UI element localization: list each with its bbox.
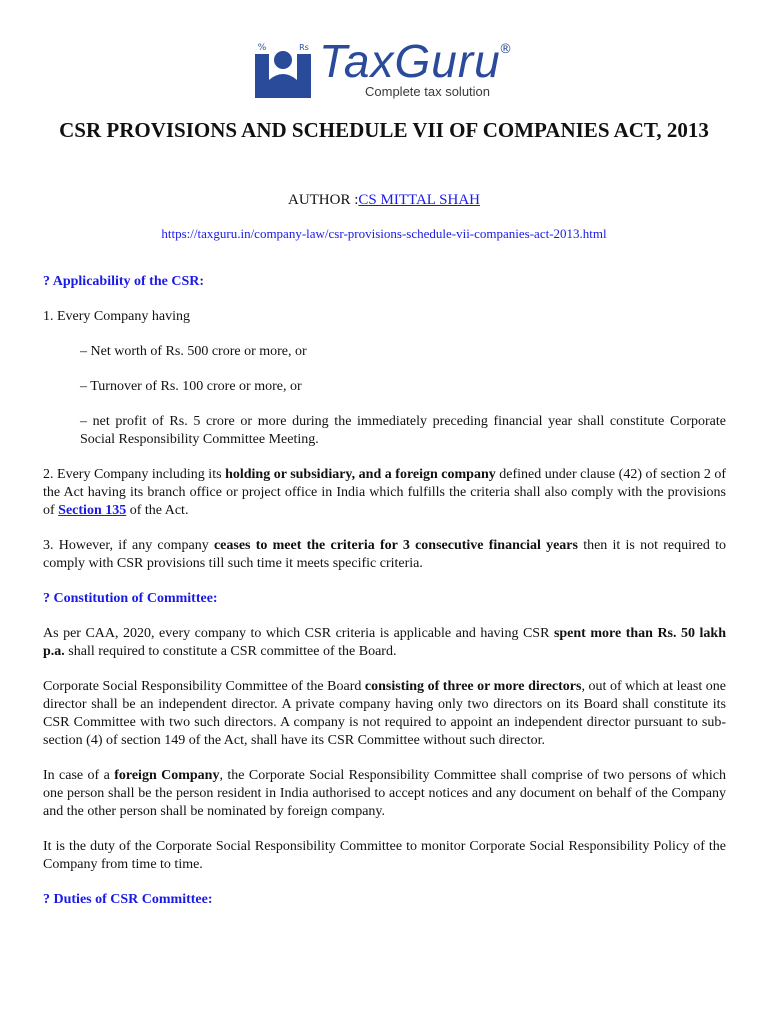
text-span: Corporate Social Responsibility Committee of the Board — [43, 679, 365, 694]
bold-span: foreign Company — [114, 768, 220, 783]
percent-glyph: % — [257, 43, 267, 53]
registered-mark: ® — [499, 42, 512, 57]
applicability-cessation — [43, 537, 726, 573]
heading-applicability: ? Applicability of the CSR: — [43, 274, 205, 289]
applicability-intro: 1. Every Company having — [43, 309, 190, 324]
bold-span: spent more than Rs. 50 lakh p.a. — [43, 626, 726, 659]
constitution-duty: It is the duty of the Corporate Social Responsibility Committee to monitor Corporate Social Responsibility Policy of the Company from time to time. — [43, 839, 726, 872]
criteria-net-profit: – net profit of Rs. 5 crore or more during the immediately preceding financial year shall constitute Corporate Social Responsibility Committee Meeting. — [80, 414, 726, 447]
text-span: then it is not required to comply with CSR provisions till such time it meets specific criteria. — [43, 538, 726, 571]
constitution-foreign — [43, 767, 726, 821]
criteria-net-worth: – Net worth of Rs. 500 crore or more, or — [80, 344, 307, 359]
criteria-turnover: – Turnover of Rs. 100 crore or more, or — [80, 379, 302, 394]
text-span: defined under clause (42) of section 2 of the Act having its branch office or project office in India which fulfills the criteria shall also comply with the provisions of — [43, 467, 727, 518]
source-url-link[interactable]: https://taxguru.in/company-law/csr-provisions-schedule-vii-companies-act-2013.html — [161, 226, 607, 241]
bold-span: ceases to meet the criteria for 3 consecutive financial years — [213, 538, 578, 553]
author-prefix: AUTHOR : — [287, 192, 359, 208]
heading-duties: ? Duties of CSR Committee: — [43, 892, 213, 907]
taxguru-logo — [253, 35, 518, 102]
section-135-link[interactable]: Section 135 — [58, 503, 127, 518]
constitution-directors — [43, 678, 726, 750]
author-line — [0, 192, 768, 209]
author-link[interactable]: CS MITTAL SHAH — [358, 192, 480, 208]
heading-constitution: ? Constitution of Committee: — [43, 591, 218, 606]
document-body — [43, 273, 726, 926]
source-url-line — [0, 226, 768, 242]
text-span: of the Act. — [126, 503, 189, 518]
text-span: , the Corporate Social Responsibility Committee shall comprise of two persons of which one person shall be the person resident in India authorised to accept notices and any document on behalf of the Company and the other person shall be nominated by foreign company. — [43, 768, 726, 819]
brand-tagline: Complete tax solution — [365, 84, 491, 99]
brand-name: TaxGuru — [319, 35, 501, 87]
taxguru-mark-icon — [253, 40, 313, 100]
text-span: 3. However, if any company — [43, 538, 214, 553]
text-span: In case of a — [43, 768, 115, 783]
constitution-caa — [43, 625, 726, 661]
text-span: As per CAA, 2020, every company to which CSR criteria is applicable and having CSR — [43, 626, 554, 641]
bold-span: holding or subsidiary, and a foreign company — [225, 467, 496, 482]
text-span: , out of which at least one director shall be an independent director. A private company having only two directors on its Board shall constitute its CSR Committee with two such directors. A company is not required to appoint an independent director pursuant to sub-section (4) of section 149 of the Act, shall have its CSR Committee without such director. — [43, 679, 726, 748]
text-span: 2. Every Company including its — [43, 467, 226, 482]
applicability-foreign-company — [43, 466, 726, 520]
bold-span: consisting of three or more directors — [364, 679, 582, 694]
text-span: shall required to constitute a CSR committee of the Board. — [64, 644, 397, 659]
rupee-glyph: Rs — [299, 43, 309, 52]
document-title: CSR PROVISIONS AND SCHEDULE VII OF COMPANIES ACT, 2013 — [59, 118, 709, 142]
